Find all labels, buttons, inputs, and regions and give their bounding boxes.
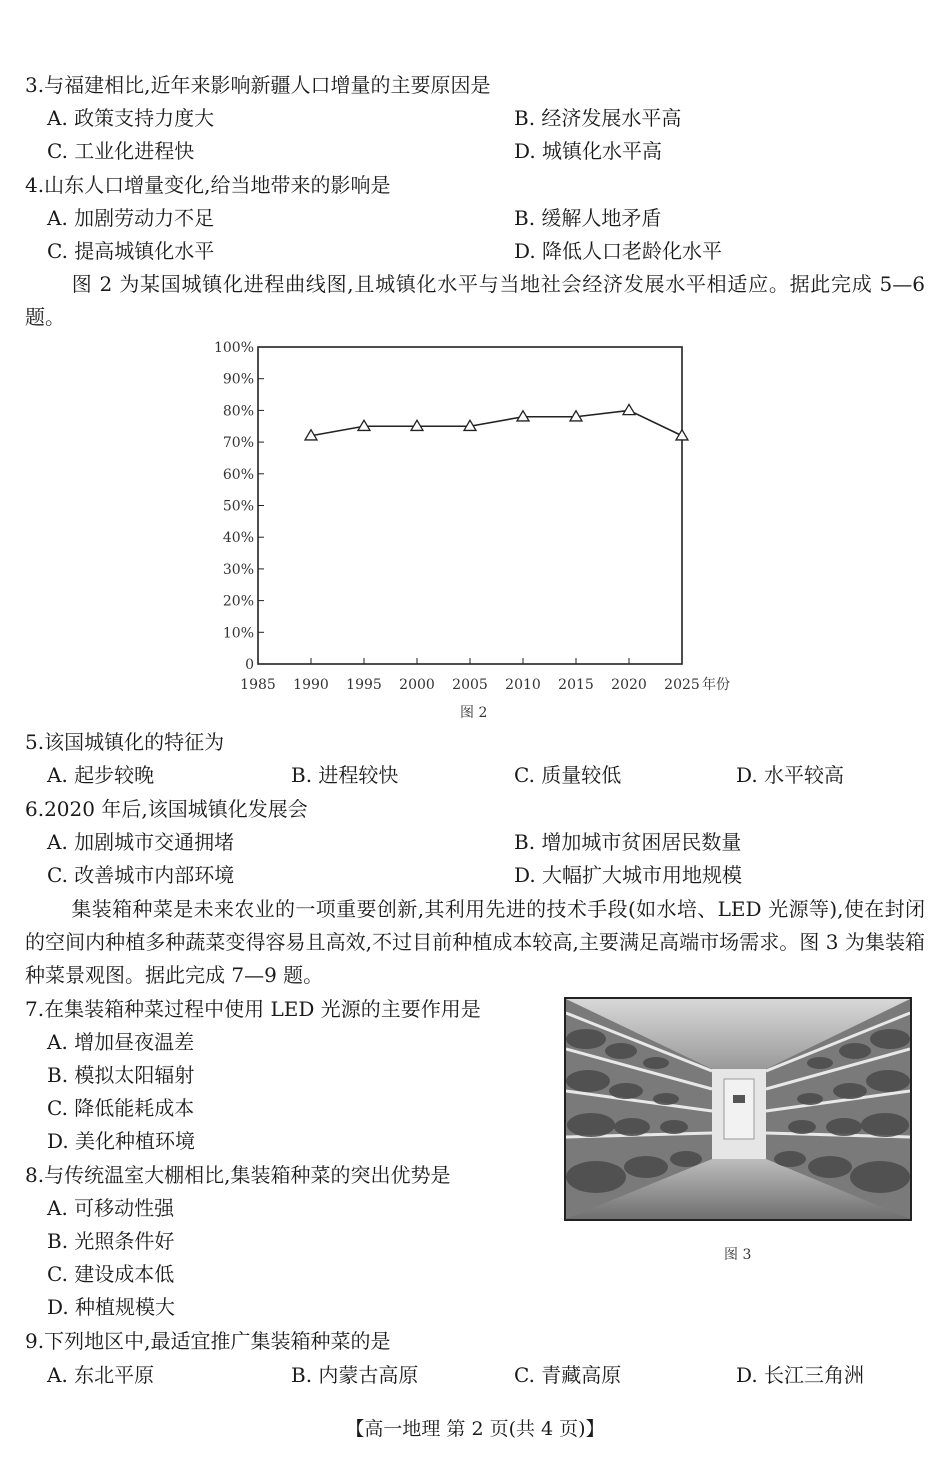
x-tick-label: 2000	[399, 677, 435, 693]
y-tick-label: 30%	[222, 561, 254, 578]
q3-stem: 3.与福建相比,近年来影响新疆人口增量的主要原因是	[25, 73, 491, 97]
x-tick-label: 1995	[346, 677, 382, 693]
q6-option-c[interactable]: C. 改善城市内部环境	[47, 863, 235, 887]
q8-stem: 8.与传统温室大棚相比,集装箱种菜的突出优势是	[25, 1163, 451, 1187]
q4-option-c[interactable]: C. 提高城镇化水平	[47, 239, 215, 263]
y-tick-label: 40%	[222, 530, 254, 547]
q7-option-a[interactable]: A. 增加昼夜温差	[47, 1030, 195, 1054]
y-tick-label: 80%	[222, 403, 254, 420]
figure-3-caption: 图 3	[724, 1247, 752, 1263]
data-point-triangle	[517, 411, 529, 421]
container-farm-photo	[564, 997, 912, 1221]
y-tick-label: 100%	[213, 340, 254, 356]
y-tick-label: 50%	[222, 498, 254, 515]
x-tick-label: 2025	[664, 677, 700, 693]
q3-option-b[interactable]: B. 经济发展水平高	[514, 106, 682, 130]
q9-option-c[interactable]: C. 青藏高原	[514, 1363, 622, 1387]
q8-option-c[interactable]: C. 建设成本低	[47, 1262, 175, 1286]
data-point-triangle	[411, 420, 423, 430]
q4-option-a[interactable]: A. 加剧劳动力不足	[47, 206, 215, 230]
q6-option-b[interactable]: B. 增加城市贫困居民数量	[514, 830, 742, 854]
q7-option-c[interactable]: C. 降低能耗成本	[47, 1096, 195, 1120]
intro-5-6	[25, 268, 925, 334]
container-farm-illustration	[566, 999, 910, 1219]
q9-option-b[interactable]: B. 内蒙古高原	[291, 1363, 419, 1387]
intro-7-9	[25, 893, 925, 992]
q5-option-b[interactable]: B. 进程较快	[291, 763, 399, 787]
data-point-triangle	[358, 420, 370, 430]
q4-option-b[interactable]: B. 缓解人地矛盾	[514, 206, 662, 230]
q6-option-d[interactable]: D. 大幅扩大城市用地规模	[514, 863, 743, 887]
q5-option-a[interactable]: A. 起步较晚	[47, 763, 155, 787]
q6-stem: 6.2020 年后,该国城镇化发展会	[25, 797, 308, 821]
x-tick-label: 2020	[611, 677, 647, 693]
q9-option-a[interactable]: A. 东北平原	[47, 1363, 155, 1387]
x-tick-label: 1990	[293, 677, 329, 693]
intro-7-9-text: 集装箱种菜是未来农业的一项重要创新,其利用先进的技术手段(如水培、LED 光源等),使在封闭的空间内种植多种蔬菜变得容易且高效,不过目前种植成本较高,主要满足高端市场需求。图 3 为集装箱种菜景观图。据此完成 7—9 题。	[25, 897, 925, 987]
q3-option-c[interactable]: C. 工业化进程快	[47, 139, 195, 163]
y-tick-label: 10%	[222, 625, 254, 642]
q3-option-a[interactable]: A. 政策支持力度大	[47, 106, 215, 130]
chart-axes-group	[214, 340, 730, 693]
q7-option-d[interactable]: D. 美化种植环境	[47, 1129, 196, 1153]
x-tick-label: 1985	[240, 677, 276, 693]
y-tick-label: 0	[245, 657, 254, 673]
q5-option-d[interactable]: D. 水平较高	[736, 763, 845, 787]
data-point-triangle	[676, 430, 688, 440]
q3-option-d[interactable]: D. 城镇化水平高	[514, 139, 663, 163]
intro-5-6-text: 图 2 为某国城镇化进程曲线图,且城镇化水平与当地社会经济发展水平相适应。据此完成 5—6 题。	[25, 272, 925, 329]
q9-option-d[interactable]: D. 长江三角洲	[736, 1363, 865, 1387]
q5-stem: 5.该国城镇化的特征为	[25, 730, 225, 754]
y-tick-label: 90%	[222, 371, 254, 388]
x-axis-label: 年份	[702, 677, 730, 693]
data-point-triangle	[623, 404, 635, 414]
y-tick-label: 60%	[222, 466, 254, 483]
q9-stem: 9.下列地区中,最适宜推广集装箱种菜的是	[25, 1329, 391, 1353]
q7-option-b[interactable]: B. 模拟太阳辐射	[47, 1063, 195, 1087]
q8-option-d[interactable]: D. 种植规模大	[47, 1295, 176, 1319]
q8-option-b[interactable]: B. 光照条件好	[47, 1229, 175, 1253]
y-tick-label: 70%	[222, 435, 254, 452]
chart-plot-frame	[258, 347, 682, 664]
q8-option-a[interactable]: A. 可移动性强	[47, 1196, 175, 1220]
q5-option-c[interactable]: C. 质量较低	[514, 763, 622, 787]
y-tick-label: 20%	[222, 593, 254, 610]
chart-series-group	[305, 404, 688, 440]
q4-stem: 4.山东人口增量变化,给当地带来的影响是	[25, 173, 391, 197]
q4-option-d[interactable]: D. 降低人口老龄化水平	[514, 239, 723, 263]
x-tick-label: 2015	[558, 677, 594, 693]
x-tick-label: 2005	[452, 677, 488, 693]
figure-2-caption: 图 2	[460, 705, 488, 721]
urbanization-chart	[200, 332, 760, 702]
q6-option-a[interactable]: A. 加剧城市交通拥堵	[47, 830, 235, 854]
x-tick-label: 2010	[505, 677, 541, 693]
page-footer: 【高一地理 第 2 页(共 4 页)】	[345, 1418, 605, 1440]
q7-stem: 7.在集装箱种菜过程中使用 LED 光源的主要作用是	[25, 997, 481, 1021]
